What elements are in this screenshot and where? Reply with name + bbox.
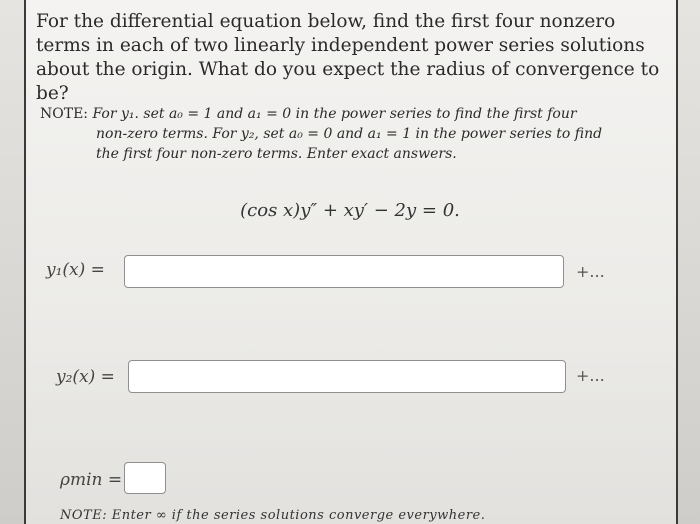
y2-input[interactable] bbox=[128, 360, 566, 393]
rho-min-label: ρmin = bbox=[60, 470, 123, 490]
question-prompt: For the differential equation below, find the first four nonzero terms in each of two linearly independent power series solutions about the origin. What do you expect the radius of convergence to be? bbox=[36, 11, 660, 104]
note-line-2: non-zero terms. For y₂, set a₀ = 0 and a₁ = 1 in the power series to find bbox=[96, 126, 603, 142]
differential-equation: (cos x)y″ + xy′ − 2y = 0. bbox=[240, 200, 460, 221]
y2-series-tail: +... bbox=[576, 366, 605, 385]
y1-label: y₁(x) = bbox=[46, 260, 105, 280]
note-label: NOTE: bbox=[40, 106, 89, 122]
y2-label: y₂(x) = bbox=[56, 367, 115, 387]
rho-min-input[interactable] bbox=[124, 462, 166, 494]
note-line-1: For y₁. set a₀ = 1 and a₁ = 0 in the power series to find the first four bbox=[92, 106, 577, 122]
footer-note: NOTE: Enter ∞ if the series solutions converge everywhere. bbox=[60, 508, 486, 523]
y1-series-tail: +... bbox=[576, 262, 605, 281]
instruction-note bbox=[40, 104, 640, 164]
note-line-3: the first four non-zero terms. Enter exact answers. bbox=[96, 146, 457, 162]
y1-input[interactable] bbox=[124, 255, 564, 288]
